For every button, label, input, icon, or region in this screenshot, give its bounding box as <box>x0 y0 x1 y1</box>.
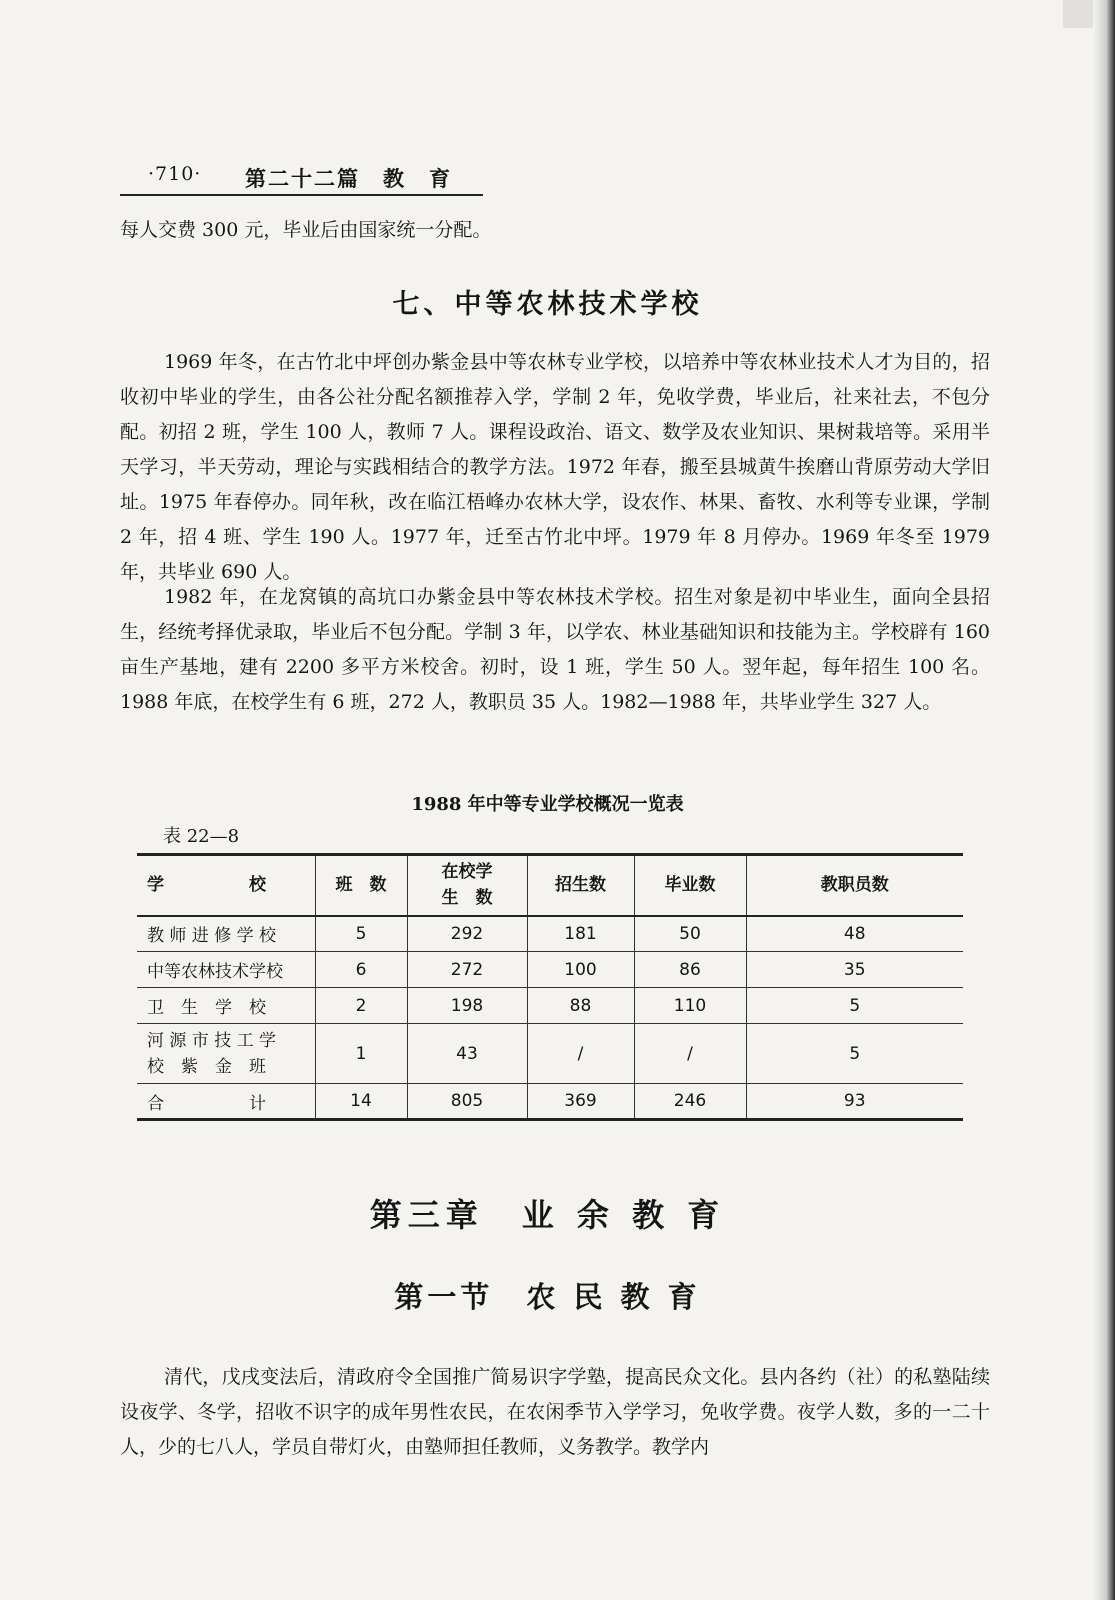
cell-graduated: 50 <box>634 916 746 952</box>
scan-corner-shadow <box>1063 0 1093 28</box>
running-header <box>120 160 483 196</box>
table-header-row <box>137 855 963 916</box>
cell-classes: 5 <box>315 916 407 952</box>
header-graduated: 毕业数 <box>634 855 746 916</box>
cell-students: 805 <box>407 1084 527 1120</box>
paragraph-continued: 每人交费 300 元，毕业后由国家统一分配。 <box>120 219 492 241</box>
header-classes: 班 数 <box>315 855 407 916</box>
table-row <box>137 952 963 988</box>
page-number: ·710· <box>148 163 202 185</box>
chapter-title: 第三章 业 余 教 育 <box>369 1196 726 1234</box>
cell-school-line1: 河 源 市 技 工 学 <box>147 1030 277 1051</box>
header-school: 学 校 <box>147 875 266 896</box>
table-number: 表 22—8 <box>163 826 240 847</box>
header-enrolled: 招生数 <box>527 855 634 916</box>
cell-graduated: 110 <box>634 988 746 1024</box>
header-title: 第二十二篇 教 育 <box>245 166 452 191</box>
cell-students: 272 <box>407 952 527 988</box>
header-students <box>407 855 527 916</box>
paragraph-1969-school: 1969 年冬，在古竹北中坪创办紫金县中等农林专业学校，以培养中等农林业技术人才为目的，招收初中毕业的学生，由各公社分配名额推荐入学，学制 2 年，免收学费，毕业后，社来社去，不包分配。初招 2 班，学生 100 人，教师 7 人。课程设政治、语文、数学及农业知识、果树栽培等。采用半天学习，半天劳动，理论与实践相结合的教学方法。1972 年春，搬至县城黄牛挨磨山背原劳动大学旧址。1975 年春停办。同年秋，改在临江梧峰办农林大学，设农作、林果、畜牧、水利等专业课，学制 2 年，招 4 班、学生 190 人。1977 年，迁至古竹北中坪。1979 年 8 月停办。1969 年冬至 1979 年，共毕业 690 人。 <box>120 351 990 583</box>
cell-graduated: 246 <box>634 1084 746 1120</box>
cell-students: 292 <box>407 916 527 952</box>
cell-staff: 93 <box>746 1084 963 1120</box>
cell-school: 教 师 进 修 学 校 <box>147 926 277 947</box>
cell-school: 合 计 <box>147 1093 266 1114</box>
cell-enrolled: 88 <box>527 988 634 1024</box>
page-binding-edge <box>1093 0 1115 1600</box>
header-students-line1: 在校学 <box>441 862 493 883</box>
header-students-line2: 生 数 <box>441 888 493 909</box>
cell-students: 198 <box>407 988 527 1024</box>
cell-enrolled: 100 <box>527 952 634 988</box>
cell-enrolled: 369 <box>527 1084 634 1120</box>
table-caption: 1988 年中等专业学校概况一览表 <box>411 794 684 815</box>
cell-classes: 2 <box>315 988 407 1024</box>
cell-staff: 5 <box>746 988 963 1024</box>
table-total-row <box>137 1084 963 1120</box>
cell-graduated: / <box>634 1024 746 1084</box>
cell-staff: 35 <box>746 952 963 988</box>
cell-school-line2: 校 紫 金 班 <box>147 1056 266 1077</box>
cell-classes: 14 <box>315 1084 407 1120</box>
table-row <box>137 916 963 952</box>
paragraph-qing-dynasty: 清代，戊戌变法后，清政府令全国推广简易识字学塾，提高民众文化。县内各约（社）的私塾陆续设夜学、冬学，招收不识字的成年男性农民，在农闲季节入学学习，免收学费。夜学人数，多的一二十人，少的七八人，学员自带灯火，由塾师担任教师，义务教学。教学内 <box>120 1366 990 1458</box>
table-row <box>137 1024 963 1084</box>
cell-staff: 48 <box>746 916 963 952</box>
cell-enrolled: 181 <box>527 916 634 952</box>
school-statistics-table <box>137 853 963 1121</box>
cell-school: 中等农林技术学校 <box>147 962 283 982</box>
header-staff: 教职员数 <box>746 855 963 916</box>
section-title: 七、中等农林技术学校 <box>392 289 703 320</box>
cell-classes: 1 <box>315 1024 407 1084</box>
cell-enrolled: / <box>527 1024 634 1084</box>
paragraph-1982-school: 1982 年，在龙窝镇的高坑口办紫金县中等农林技术学校。招生对象是初中毕业生，面向全县招生，经统考择优录取，毕业后不包分配。学制 3 年，以学农、林业基础知识和技能为主。学校辟有 160 亩生产基地，建有 2200 多平方米校舍。初时，设 1 班，学生 50 人。翌年起，每年招生 100 名。1988 年底，在校学生有 6 班，272 人，教职员 35 人。1982—1988 年，共毕业学生 327 人。 <box>120 586 990 713</box>
cell-graduated: 86 <box>634 952 746 988</box>
cell-school <box>137 1024 315 1084</box>
cell-classes: 6 <box>315 952 407 988</box>
cell-staff: 5 <box>746 1024 963 1084</box>
node-title: 第一节 农 民 教 育 <box>394 1280 701 1314</box>
table-row <box>137 988 963 1024</box>
cell-school: 卫 生 学 校 <box>147 998 266 1018</box>
cell-students: 43 <box>407 1024 527 1084</box>
